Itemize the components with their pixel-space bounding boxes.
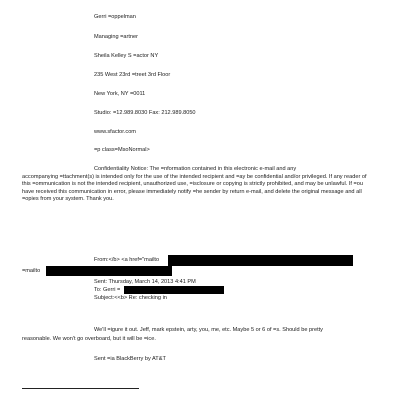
message-body-second-line: reasonable. We won't go overboard, but it will be =ice. [22,336,156,342]
signature-company: Sheila Kelley S =actor NY [94,53,159,59]
to-line: To: Gerri = [94,287,121,293]
confidentiality-notice-body: accompanying =ttachment(s) is intended only for the use of the intended recipient and =ay be confidential and/or privileged. If any reader of this =ommunication is not the intended recipient, unauthorized use, =isclosure or copying is strictly prohibited, and may be unlawful. If =ou have received this communication in error, please immediately notify =he sender by return e-mail, and delete the original message and all =opies from your system. Thank you. [22,173,367,203]
separator-line [22,388,139,389]
signature-address-line-1: 235 West 23rd =treet 3rd Floor [94,72,171,78]
signature-name: Gerri =oppelman [94,14,136,20]
signature-address-line-2: New York, NY =0011 [94,91,146,97]
confidentiality-notice-first-line: Confidentiality Notice: The =nformation contained in this electronic e-mail and any [94,166,297,172]
redaction-bar [168,255,353,266]
sent-line: Sent: Thursday, March 14, 2013 4:41 PM [94,279,196,285]
signature-phones: Studio: =12.989.8030 Fax: 212.989.8050 [94,110,196,116]
redaction-bar [124,286,224,294]
redaction-bar [46,266,172,276]
sent-via-signature: Sent =ia BlackBerry by AT&T [94,356,166,362]
mailto-line: =mailto [22,268,41,274]
stray-html-markup: =p class=MsoNormal> [94,147,150,153]
signature-title: Managing =artner [94,34,139,40]
subject-line: Subject:<<b> Re: checking in [94,295,167,301]
from-line: From:</b> <a href="mailto [94,257,160,263]
signature-website: www.sfactor.com [94,129,136,135]
message-body-first-line: We'll =igure it out. Jeff, mark epstein, arty, you, me, etc. Maybe 5 or 6 of =s. Should be pretty [94,327,323,333]
